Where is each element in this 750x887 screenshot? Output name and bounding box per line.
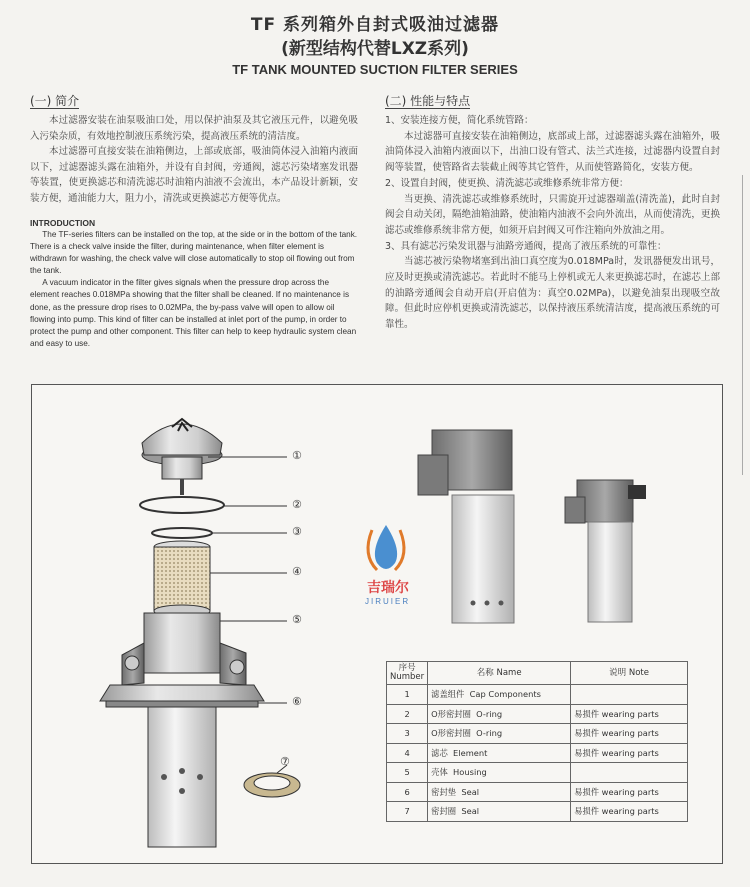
- table-row: 5 壳体 Housing: [387, 763, 688, 783]
- title-zh: TF 系列箱外自封式吸油过滤器: [250, 15, 500, 35]
- callout-6: ⑥: [292, 695, 302, 708]
- o-ring-3: [152, 528, 212, 538]
- logo-name: 吉瑞尔: [367, 580, 409, 596]
- product-photo-large: [418, 430, 514, 623]
- housing: [122, 613, 246, 685]
- table-row: 4 滤芯 Element 易损件 wearing parts: [387, 743, 688, 763]
- intro-zh-text: [30, 113, 358, 206]
- feature-2-text: 当更换、清洗滤芯或维修系统时，只需旋开过滤器端盖(清洗盖)，此时自封阀会自动关闭，隔绝油箱油路，使油箱内油液不会向外流出，从而使清洗，更换滤芯或维修系统非常方便，如须开启封阀又可作注箱向外放油之用。: [385, 193, 720, 236]
- o-ring-2: [140, 497, 224, 513]
- table-row: 1 滤盖组件 Cap Components: [387, 685, 688, 705]
- flange-seal: [100, 685, 264, 707]
- table-row: 3 O形密封圈 O-ring 易损件 wearing parts: [387, 724, 688, 744]
- product-photo-small: [565, 480, 646, 622]
- header-note: 说明 Note: [571, 662, 688, 685]
- intro-en-para-1: The TF-series filters can be installed on the top, at the side or in the bottom of the tank. There is a check valve inside the filter, during maintenance, when filter element is withdrawn for washing, the check valve will close automatically to stop oil flowing out from the tank.: [30, 230, 358, 276]
- logo-drop-icon: [368, 525, 404, 570]
- features-heading: (二) 性能与特点: [385, 94, 471, 108]
- parts-table: [386, 661, 688, 822]
- callout-3: ③: [292, 525, 302, 538]
- table-row: 2 O形密封圈 O-ring 易损件 wearing parts: [387, 704, 688, 724]
- intro-heading: (一) 简介: [30, 94, 80, 108]
- header-number: 序号 Number: [387, 662, 428, 685]
- title-en: TF TANK MOUNTED SUCTION FILTER SERIES: [232, 62, 518, 77]
- suction-tube: [148, 707, 216, 847]
- features-text: [385, 113, 720, 333]
- intro-zh-para-2: 本过滤器可直接安装在油箱侧边，上部或底部，吸油筒体浸入油箱内液面以下，过滤器滤头露在油箱外，并设有自封阀，旁通阀，滤芯污染堵塞发讯器等装置，使更换滤芯和清洗滤芯时油箱内油液不会流出，本产品设计新颖，安装方便，通油能力大，阻力小，清洗或更换滤芯方便等优点。: [30, 146, 358, 204]
- feature-1-text: 本过滤器可直接安装在油箱侧边，底部或上部，过滤器滤头露在油箱外，吸油筒体浸入油箱内液面以下，出油口设有管式、法兰式连接，过滤器内设置自封阀等装置，使管路省去装截止阀等其它管件，从而使管路简化，安装方便。: [385, 130, 720, 174]
- callout-5: ⑤: [292, 613, 302, 626]
- feature-2-title: 2、设置自封阀，使更换、清洗滤芯或维修系统非常方便：: [385, 177, 629, 189]
- header-name: 名称 Name: [428, 662, 571, 685]
- intro-en-heading: INTRODUCTION: [30, 218, 96, 228]
- callout-7: ⑦: [280, 755, 290, 768]
- page-edge-line: [742, 175, 750, 475]
- intro-section: [30, 92, 358, 350]
- features-section: [385, 92, 720, 333]
- parts-table-header: [387, 662, 688, 685]
- filter-element: [154, 541, 210, 617]
- table-row: 7 密封圈 Seal 易损件 wearing parts: [387, 802, 688, 822]
- feature-3-text: 当滤芯被污染物堵塞到出油口真空度为0.018MPa时，发讯器便发出讯号，应及时更换或清洗滤芯。若此时不能马上停机或无人来更换滤芯时，在滤芯上部的油路旁通阀会自动开启(开启值为：真空0.02MPa)，以避免油泵出现吸空故障。但此时应停机更换或清洗滤芯，以保持液压系统清洁度，提高液压系统的可靠性。: [385, 256, 720, 331]
- intro-zh-para-1: 本过滤器安装在油泵吸油口处，用以保护油泵及其它液压元件，以避免吸入污染杂质，有效地控制液压系统污染，提高液压系统的清洁度。: [30, 115, 358, 142]
- callout-2: ②: [292, 498, 302, 511]
- callout-1: ①: [292, 449, 302, 462]
- callout-4: ④: [292, 565, 302, 578]
- logo-sub: JIRUIER: [365, 597, 411, 606]
- feature-3-title: 3、具有滤芯污染发讯器与油路旁通阀，提高了液压系统的可靠性：: [385, 240, 667, 252]
- feature-1-title: 1、安装连接方便，简化系统管路：: [385, 115, 534, 126]
- subtitle-zh: (新型结构代替LXZ系列): [281, 39, 469, 59]
- intro-en-text: [30, 229, 358, 350]
- intro-en-para-2: A vacuum indicator in the filter gives signals when the pressure drop across the element reaches 0.018MPa showing that the filter shall be cleaned. If no maintenance is done, as the pressure drop rises to 0.02MPa, the by-pass valve will open to allow oil flowing into pump. This kind of filter can be installed at inlet port of the pump, in order to protect the pump and other component. This filter can help to keep hydraulic system clean and easy to use.: [30, 278, 357, 348]
- table-row: 6 密封垫 Seal 易损件 wearing parts: [387, 782, 688, 802]
- seal-ring-7: [244, 773, 300, 797]
